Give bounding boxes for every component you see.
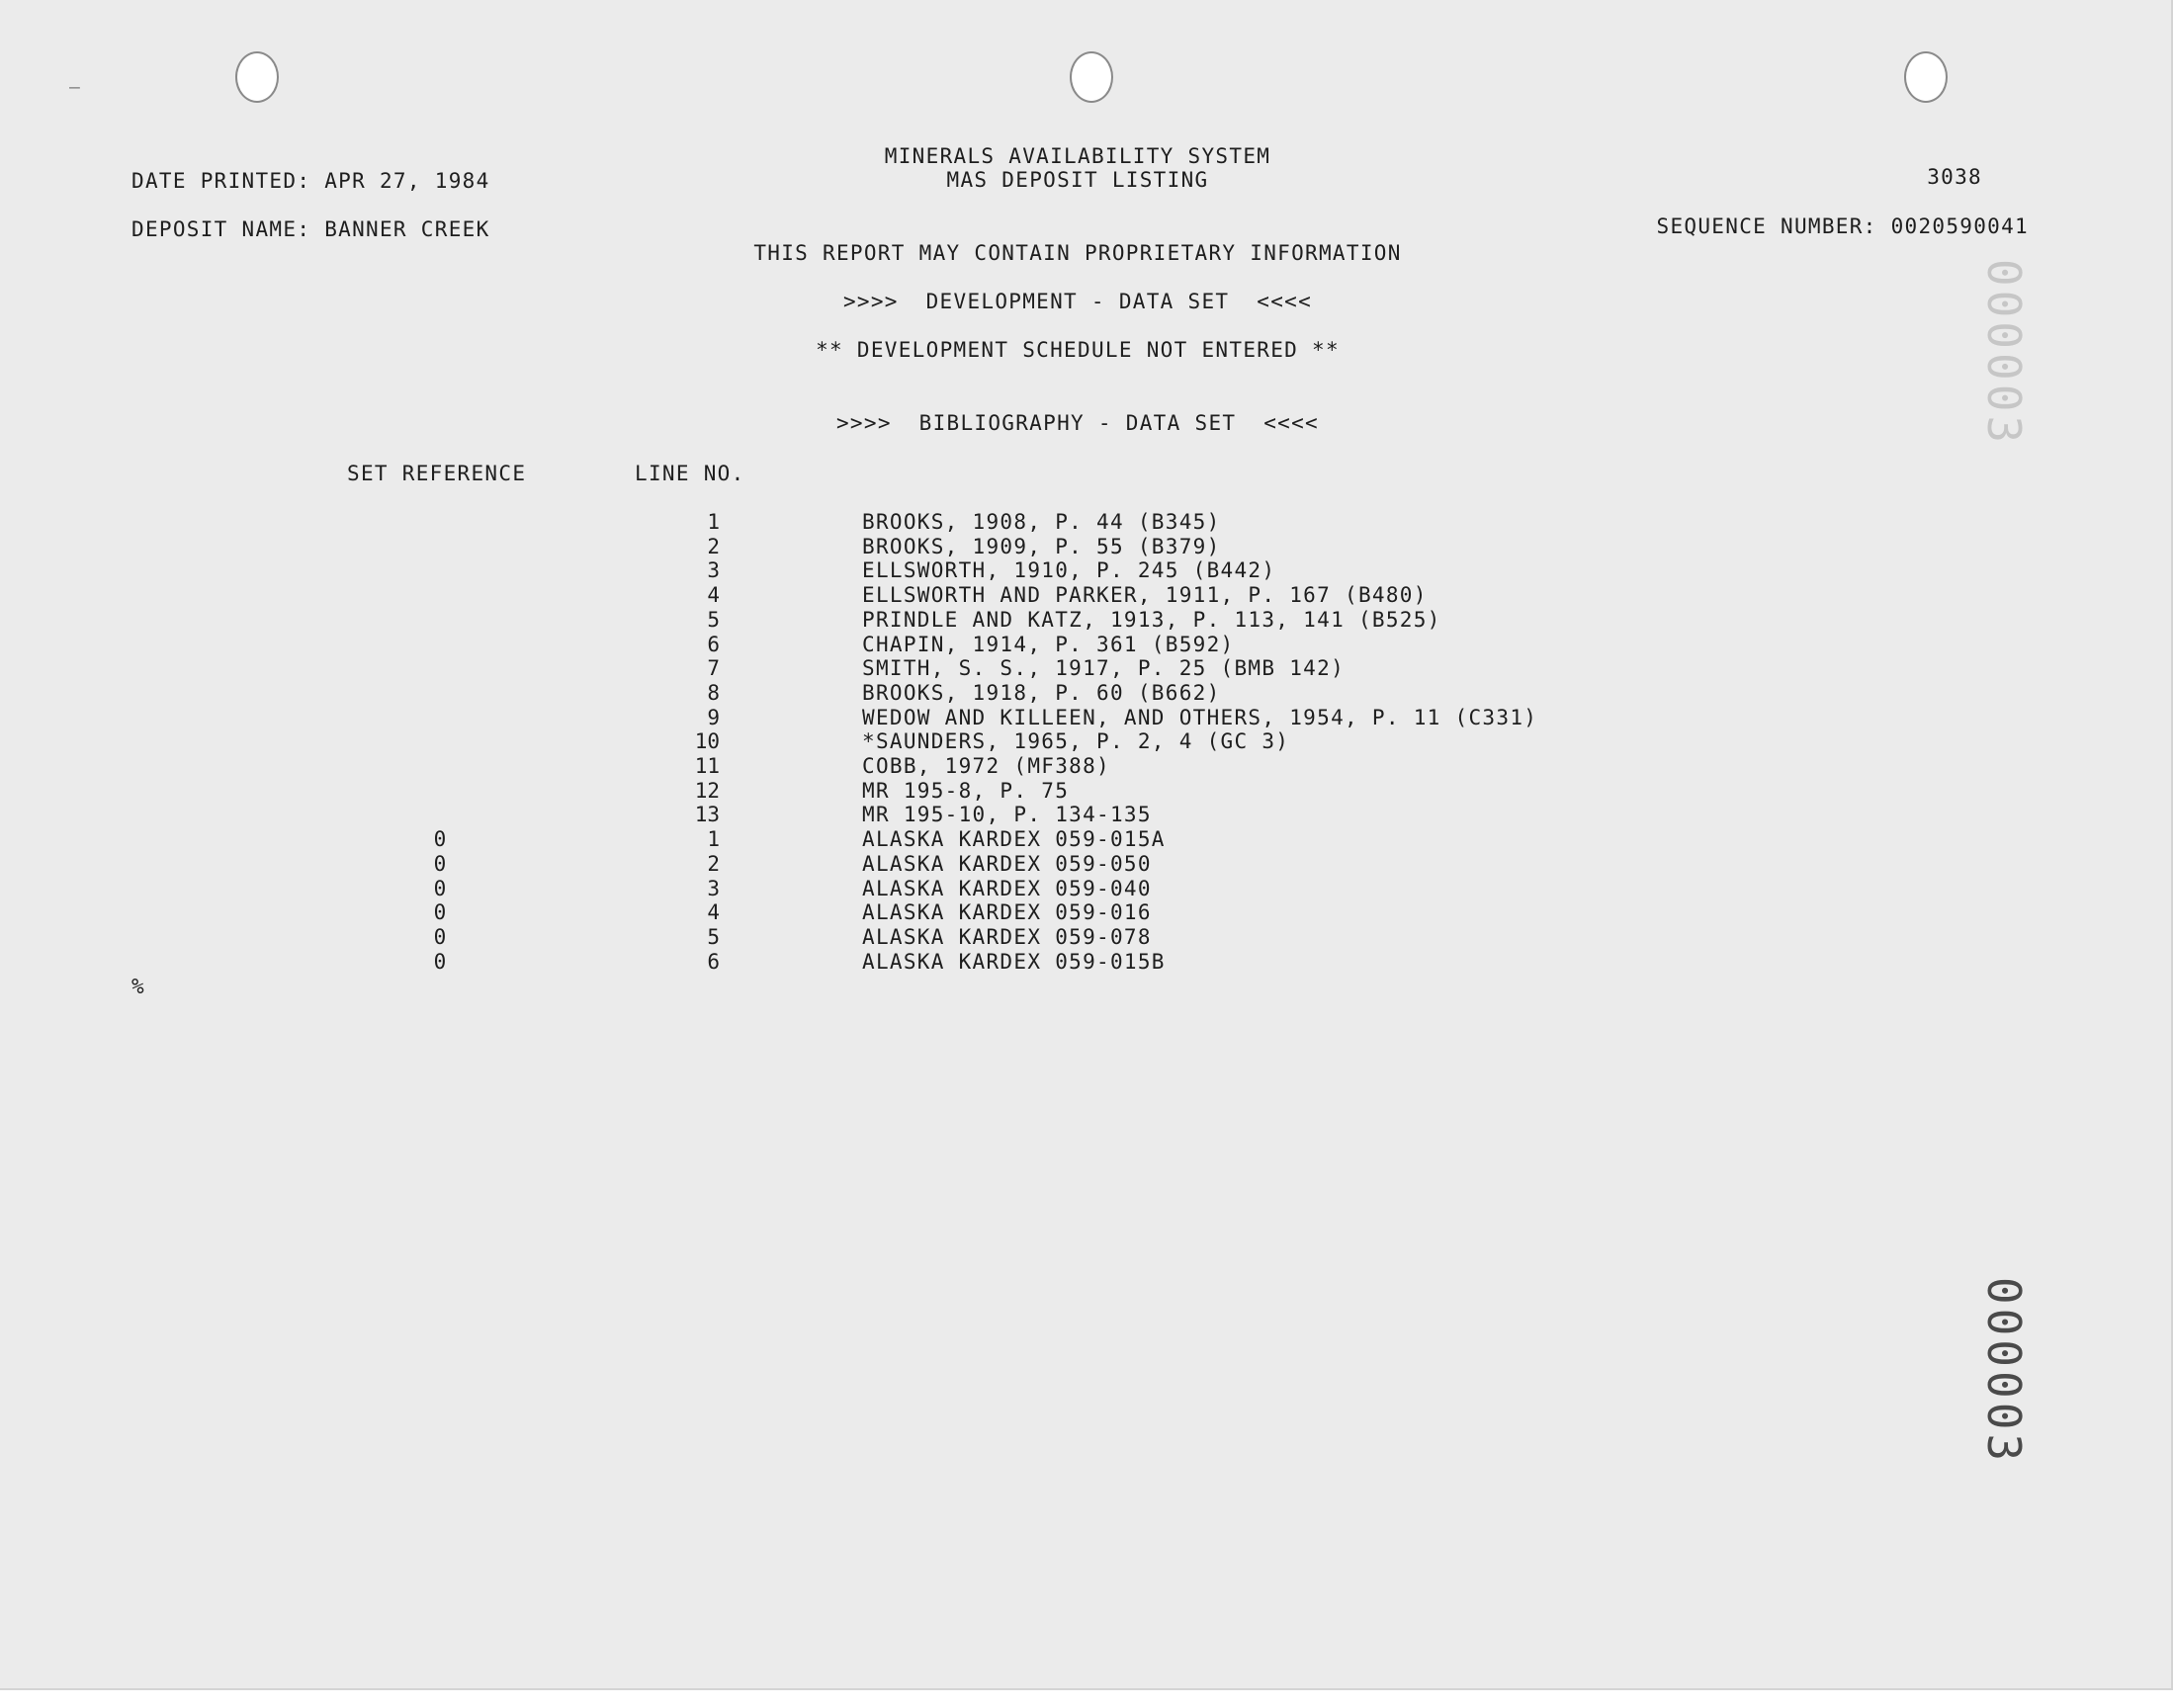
reference-text-cell: ALASKA KARDEX 059-016 — [862, 900, 1152, 925]
line-number-cell: 3 — [707, 558, 720, 583]
punch-hole-center — [1070, 51, 1113, 103]
reference-text-cell: ALASKA KARDEX 059-015B — [862, 949, 1166, 974]
column-header-line-no: LINE NO. — [635, 462, 745, 485]
line-number-cell: 1 — [707, 510, 720, 534]
reference-text-cell: ALASKA KARDEX 059-040 — [862, 876, 1152, 900]
table-row — [0, 900, 2171, 924]
line-number-cell: 5 — [707, 924, 720, 949]
system-title: MINERALS AVAILABILITY SYSTEM — [884, 144, 1271, 168]
frame-number-stamp: 000003 — [1976, 1276, 2031, 1466]
table-row — [0, 877, 2171, 900]
set-reference-cell: 0 — [433, 827, 447, 852]
page-code: 3038 — [1927, 165, 1982, 189]
table-row — [0, 852, 2171, 876]
line-number-cell: 1 — [707, 827, 720, 852]
bibliography-heading: >>>> BIBLIOGRAPHY - DATA SET <<<< — [835, 411, 1319, 435]
table-row — [0, 729, 2171, 753]
table-row — [0, 633, 2171, 656]
set-reference-cell: 0 — [433, 900, 447, 925]
pencil-mark: – — [69, 77, 80, 98]
set-reference-cell: 0 — [433, 949, 447, 974]
reference-text-cell: MR 195-8, P. 75 — [862, 778, 1070, 803]
reference-text-cell: ELLSWORTH AND PARKER, 1911, P. 167 (B480) — [862, 583, 1428, 608]
line-number-cell: 12 — [694, 778, 720, 803]
line-number-cell: 4 — [707, 583, 720, 608]
table-row — [0, 803, 2171, 826]
development-note: ** DEVELOPMENT SCHEDULE NOT ENTERED ** — [816, 338, 1340, 362]
line-number-cell: 3 — [707, 876, 720, 900]
table-row — [0, 510, 2171, 534]
table-row — [0, 608, 2171, 632]
table-row — [0, 558, 2171, 582]
deposit-name: DEPOSIT NAME: BANNER CREEK — [131, 217, 490, 241]
line-number-cell: 13 — [694, 803, 720, 827]
reference-text-cell: WEDOW AND KILLEEN, AND OTHERS, 1954, P. 11 (C331) — [862, 705, 1538, 729]
table-row — [0, 681, 2171, 705]
table-row — [0, 706, 2171, 729]
table-row — [0, 535, 2171, 558]
table-row — [0, 779, 2171, 803]
punch-hole-left — [235, 51, 279, 103]
table-row — [0, 583, 2171, 607]
line-number-cell: 8 — [707, 680, 720, 705]
reference-text-cell: PRINDLE AND KATZ, 1913, P. 113, 141 (B525) — [862, 607, 1441, 632]
reference-text-cell: *SAUNDERS, 1965, P. 2, 4 (GC 3) — [862, 729, 1290, 754]
line-number-cell: 6 — [707, 949, 720, 974]
line-number-cell: 4 — [707, 900, 720, 925]
development-heading: >>>> DEVELOPMENT - DATA SET <<<< — [842, 290, 1313, 313]
reference-text-cell: ALASKA KARDEX 059-078 — [862, 924, 1152, 949]
set-reference-cell: 0 — [433, 924, 447, 949]
reference-text-cell: ALASKA KARDEX 059-050 — [862, 851, 1152, 876]
reference-text-cell: BROOKS, 1918, P. 60 (B662) — [862, 680, 1221, 705]
reference-text-cell: BROOKS, 1908, P. 44 (B345) — [862, 510, 1221, 534]
line-number-cell: 7 — [707, 656, 720, 681]
table-row — [0, 925, 2171, 949]
column-header-set-reference: SET REFERENCE — [347, 462, 527, 485]
reference-text-cell: MR 195-10, P. 134-135 — [862, 803, 1152, 827]
reference-text-cell: ELLSWORTH, 1910, P. 245 (B442) — [862, 558, 1276, 583]
proprietary-notice: THIS REPORT MAY CONTAIN PROPRIETARY INFORMATION — [753, 241, 1402, 265]
table-row — [0, 827, 2171, 851]
date-printed: DATE PRINTED: APR 27, 1984 — [131, 169, 490, 193]
line-number-cell: 5 — [707, 607, 720, 632]
set-reference-cell: 0 — [433, 851, 447, 876]
set-reference-cell: 0 — [433, 876, 447, 900]
reference-text-cell: CHAPIN, 1914, P. 361 (B592) — [862, 632, 1235, 656]
reference-text-cell: BROOKS, 1909, P. 55 (B379) — [862, 534, 1221, 558]
table-row — [0, 950, 2171, 974]
frame-number-stamp-faint: 000003 — [1976, 258, 2031, 448]
sequence-number: SEQUENCE NUMBER: 0020590041 — [1656, 214, 2029, 238]
line-number-cell: 10 — [694, 729, 720, 754]
listing-title: MAS DEPOSIT LISTING — [946, 168, 1209, 192]
line-number-cell: 9 — [707, 705, 720, 729]
table-row — [0, 754, 2171, 778]
reference-text-cell: COBB, 1972 (MF388) — [862, 754, 1110, 778]
line-number-cell: 2 — [707, 851, 720, 876]
line-number-cell: 11 — [694, 754, 720, 778]
reference-text-cell: SMITH, S. S., 1917, P. 25 (BMB 142) — [862, 656, 1346, 681]
punch-hole-right — [1904, 51, 1948, 103]
line-number-cell: 2 — [707, 534, 720, 558]
line-number-cell: 6 — [707, 632, 720, 656]
reference-text-cell: ALASKA KARDEX 059-015A — [862, 827, 1166, 852]
table-row — [0, 656, 2171, 680]
percent-mark: % — [131, 975, 145, 998]
